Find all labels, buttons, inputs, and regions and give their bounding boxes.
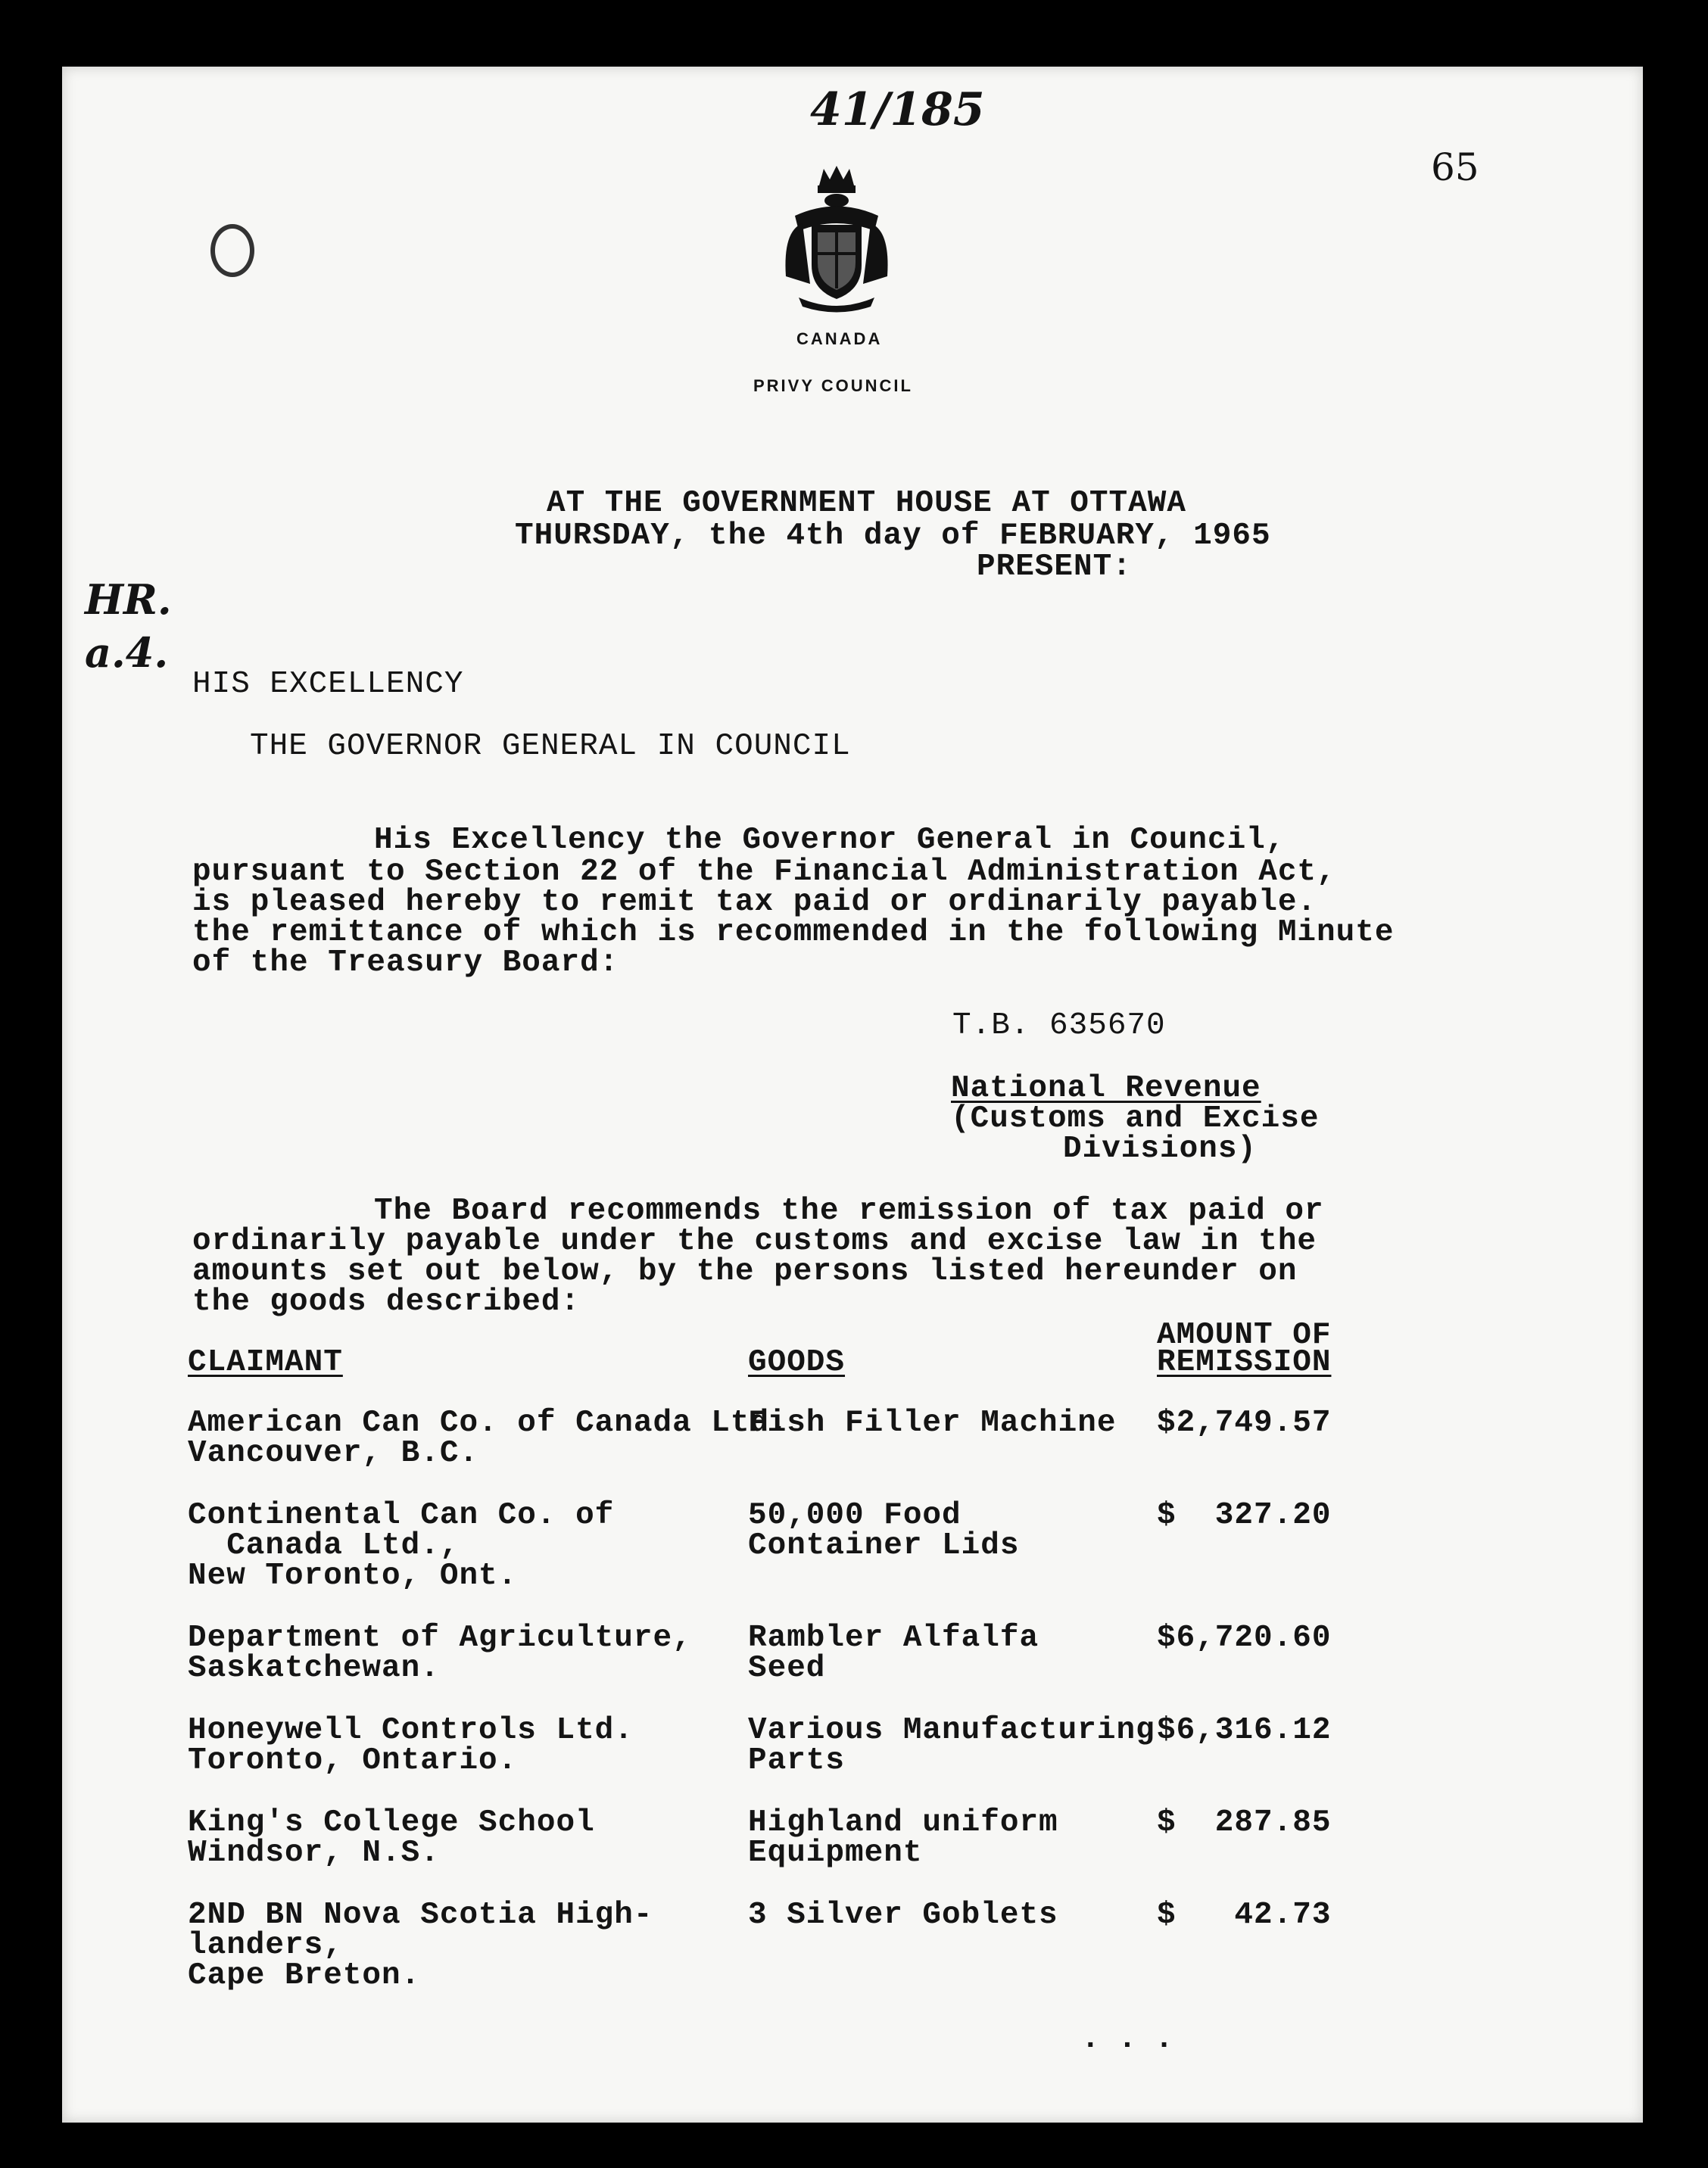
table-row-3-amount: $6,720.60 [1157, 1621, 1332, 1656]
preamble-line-2: pursuant to Section 22 of the Financial Administration Act, [192, 855, 1336, 889]
table-row-3-goods-line-2: Seed [748, 1651, 826, 1686]
table-row-3-goods-line-1: Rambler Alfalfa [748, 1621, 1039, 1656]
table-row-1-claimant-line-1: American Can Co. of Canada Ltd. [188, 1406, 789, 1441]
table-row-3-claimant-line-2: Saskatchewan. [188, 1651, 440, 1686]
table-row-6-goods-line-1: 3 Silver Goblets [748, 1898, 1058, 1933]
table-row-4-goods-line-2: Parts [748, 1743, 846, 1778]
preamble-line-1: His Excellency the Governor General in Council, [374, 823, 1286, 858]
treasury-board-number: T.B. 635670 [952, 1008, 1166, 1043]
heading-line-2: THURSDAY, the 4th day of FEBRUARY, 1965 [515, 519, 1271, 553]
preamble-line-4: the remittance of which is recommended in the following Minute [192, 915, 1395, 950]
table-row-2-goods-line-2: Container Lids [748, 1528, 1020, 1563]
table-header-claimant: CLAIMANT [188, 1345, 343, 1380]
table-row-2-claimant-line-3: New Toronto, Ont. [188, 1559, 518, 1593]
table-row-5-claimant-line-2: Windsor, N.S. [188, 1836, 440, 1871]
table-row-6-amount: $ 42.73 [1157, 1898, 1332, 1933]
continuation-marker: ... [1081, 2022, 1192, 2057]
recommendation-line-3: amounts set out below, by the persons listed hereunder on [192, 1254, 1298, 1289]
handwritten-file-reference: 41/185 [810, 83, 985, 136]
crest-caption-privy-council: PRIVY COUNCIL [753, 376, 913, 395]
table-row-3-claimant-line-1: Department of Agriculture, [188, 1621, 692, 1656]
table-header-amount-line-1: AMOUNT OF [1157, 1318, 1332, 1353]
department-division-line-2: Divisions) [1063, 1132, 1258, 1167]
table-header-amount-line-2: REMISSION [1157, 1345, 1332, 1380]
table-row-1-goods-line-1: Fish Filler Machine [748, 1406, 1117, 1441]
table-row-6-claimant-line-1: 2ND BN Nova Scotia High- [188, 1898, 653, 1933]
table-row-4-goods-line-1: Various Manufacturing [748, 1713, 1155, 1748]
department-division-line-1: (Customs and Excise [951, 1101, 1320, 1136]
table-row-4-claimant-line-1: Honeywell Controls Ltd. [188, 1713, 634, 1748]
table-row-5-claimant-line-1: King's College School [188, 1805, 595, 1840]
recommendation-line-1: The Board recommends the remission of tax paid or [374, 1194, 1324, 1229]
recommendation-line-2: ordinarily payable under the customs and excise law in the [192, 1224, 1317, 1259]
table-row-5-goods-line-1: Highland uniform [748, 1805, 1058, 1840]
margin-initials-2: a.4. [85, 628, 169, 677]
addressee-line-1: HIS EXCELLENCY [192, 667, 464, 702]
table-row-5-goods-line-2: Equipment [748, 1836, 923, 1871]
recommendation-line-4: the goods described: [192, 1285, 581, 1319]
table-row-2-amount: $ 327.20 [1157, 1498, 1332, 1533]
table-row-2-claimant-line-2: Canada Ltd., [188, 1528, 460, 1563]
punch-hole [210, 224, 254, 277]
coat-of-arms-emblem [780, 163, 893, 314]
table-header-goods: GOODS [748, 1345, 846, 1380]
table-row-6-claimant-line-2: landers, [188, 1928, 343, 1963]
table-row-1-claimant-line-2: Vancouver, B.C. [188, 1436, 479, 1471]
table-row-6-claimant-line-3: Cape Breton. [188, 1958, 421, 1993]
preamble-line-5: of the Treasury Board: [192, 945, 619, 980]
preamble-line-3: is pleased hereby to remit tax paid or ordinarily payable. [192, 885, 1317, 920]
crest-caption-canada: CANADA [796, 329, 883, 348]
table-row-2-goods-line-1: 50,000 Food [748, 1498, 962, 1533]
heading-line-1: AT THE GOVERNMENT HOUSE AT OTTAWA [547, 486, 1186, 521]
table-row-2-claimant-line-1: Continental Can Co. of [188, 1498, 615, 1533]
page-number: 65 [1431, 145, 1479, 189]
heading-line-3: PRESENT: [977, 550, 1132, 584]
addressee-line-2: THE GOVERNOR GENERAL IN COUNCIL [250, 729, 851, 764]
table-row-5-amount: $ 287.85 [1157, 1805, 1332, 1840]
department-name: National Revenue [951, 1071, 1261, 1106]
margin-initials-1: HR. [85, 575, 172, 624]
table-row-4-amount: $6,316.12 [1157, 1713, 1332, 1748]
table-row-1-amount: $2,749.57 [1157, 1406, 1332, 1441]
table-row-4-claimant-line-2: Toronto, Ontario. [188, 1743, 518, 1778]
